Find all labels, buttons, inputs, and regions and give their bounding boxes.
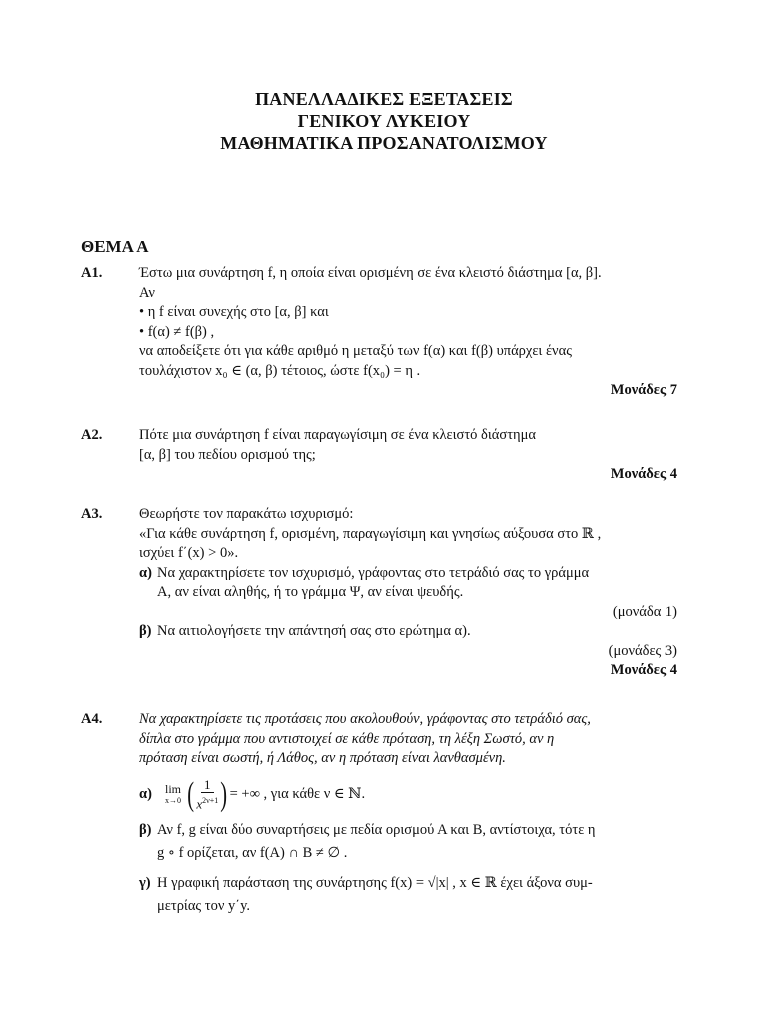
question-text: να αποδείξετε ότι για κάθε αριθμό η μεταξύ των f(α) και f(β) υπάρχει ένας bbox=[139, 343, 572, 359]
subquestion-label: β) bbox=[139, 821, 152, 838]
marks: Μονάδες 4 bbox=[610, 466, 677, 482]
question-a4 bbox=[81, 710, 677, 917]
submarks: (μονάδες 3) bbox=[608, 642, 677, 659]
subquestion-text: μετρίας τον y΄y. bbox=[157, 898, 251, 914]
fraction-numerator: 1 bbox=[201, 777, 214, 793]
question-text: Θεωρήστε τον παρακάτω ισχυρισμό: bbox=[139, 506, 354, 522]
limit-expression bbox=[165, 783, 181, 807]
subquestion-label: α) bbox=[139, 785, 152, 802]
subquestion-label: β) bbox=[139, 623, 152, 639]
subquestion-text: g ∘ f ορίζεται, αν f(A) ∩ B ≠ ∅ . bbox=[157, 845, 348, 861]
subquestion-c bbox=[139, 874, 677, 917]
subquestion-text: Η γραφική παράσταση της συνάρτησης f(x) = √|x| , x ∈ ℝ έχει άξονα συμ- bbox=[157, 874, 593, 891]
question-text: Αν bbox=[139, 284, 155, 301]
header-line-2: ΓΕΝΙΚΟΥ ΛΥΚΕΙΟΥ bbox=[297, 111, 471, 131]
subquestion-label: γ) bbox=[139, 874, 151, 891]
question-label: Α4. bbox=[81, 711, 103, 727]
question-text: τουλάχιστον x₀ ∈ (α, β) τέτοιος, ώστε f(x₀) = η . bbox=[139, 362, 421, 379]
subquestion-text: Α, αν είναι αληθής, ή το γράμμα Ψ, αν είναι ψευδής. bbox=[157, 584, 464, 600]
subquestion-text: Να χαρακτηρίσετε τον ισχυρισμό, γράφοντας στο τετράδιό σας το γράμμα bbox=[157, 564, 590, 581]
left-paren-icon: ( bbox=[187, 775, 195, 813]
question-text: Έστω μια συνάρτηση f, η οποία είναι ορισμένη σε ένα κλειστό διάστημα [α, β]. bbox=[139, 265, 602, 281]
question-text: πρόταση είναι σωστή, ή Λάθος, αν η πρόταση είναι λανθασμένη. bbox=[139, 750, 506, 766]
subquestion-a bbox=[139, 773, 677, 817]
limit-rest: = +∞ , για κάθε ν ∈ ℕ. bbox=[229, 785, 366, 802]
subquestion-b bbox=[139, 821, 677, 864]
question-a2 bbox=[81, 426, 677, 485]
header-line-1: ΠΑΝΕΛΛΑΔΙΚΕΣ ΕΞΕΤΑΣΕΙΣ bbox=[255, 89, 513, 109]
question-text: ισχύει f΄(x) > 0». bbox=[139, 545, 239, 561]
bullet-item: • f(α) ≠ f(β) , bbox=[139, 323, 215, 340]
lim-subscript: x→0 bbox=[165, 795, 181, 805]
question-text: δίπλα στο γράμμα που αντιστοιχεί σε κάθε πρόταση, τη λέξη Σωστό, αν η bbox=[139, 730, 555, 747]
lim-word: lim bbox=[165, 781, 182, 796]
header-line-3: ΜΑΘΗΜΑΤΙΚΑ ΠΡΟΣΑΝΑΤΟΛΙΣΜΟΥ bbox=[220, 133, 548, 153]
bullet-item: • η f είναι συνεχής στο [α, β] και bbox=[139, 304, 329, 320]
question-label: Α3. bbox=[81, 506, 103, 522]
question-text: Να χαρακτηρίσετε τις προτάσεις που ακολουθούν, γράφοντας στο τετράδιό σας, bbox=[139, 711, 591, 727]
right-paren-icon: ) bbox=[220, 775, 228, 813]
fraction-denominator: $x^{2\nu+1}$ bbox=[196, 796, 219, 812]
submarks: (μονάδα 1) bbox=[612, 603, 677, 620]
question-label: Α2. bbox=[81, 427, 103, 443]
question-a3 bbox=[81, 505, 677, 681]
exam-header bbox=[0, 88, 768, 154]
question-a1 bbox=[81, 264, 677, 401]
section-title: ΘΕΜΑ Α bbox=[81, 237, 149, 256]
subquestion-a bbox=[139, 564, 677, 603]
fraction bbox=[196, 777, 218, 811]
marks: Μονάδες 7 bbox=[610, 382, 677, 398]
subquestion-b bbox=[139, 622, 677, 642]
question-text: [α, β] του πεδίου ορισμού της; bbox=[139, 446, 316, 463]
subquestion-text: Αν f, g είναι δύο συναρτήσεις με πεδία ορισμού Α και Β, αντίστοιχα, τότε η bbox=[157, 821, 596, 838]
exponent: 2ν+1 bbox=[202, 796, 219, 806]
marks: Μονάδες 4 bbox=[610, 662, 677, 678]
subquestion-label: α) bbox=[139, 564, 152, 581]
question-text: «Για κάθε συνάρτηση f, ορισμένη, παραγωγίσιμη και γνησίως αύξουσα στο ℝ , bbox=[139, 525, 602, 542]
subquestion-text: Να αιτιολογήσετε την απάντησή σας στο ερώτημα α). bbox=[157, 623, 471, 639]
question-label: Α1. bbox=[81, 265, 103, 281]
question-text: Πότε μια συνάρτηση f είναι παραγωγίσιμη σε ένα κλειστό διάστημα bbox=[139, 427, 536, 443]
